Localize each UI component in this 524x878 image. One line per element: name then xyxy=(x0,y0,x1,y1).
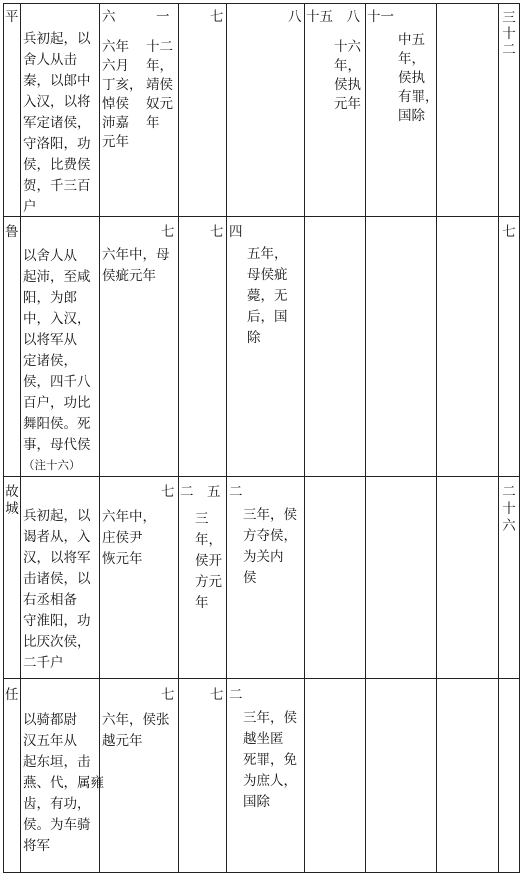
cell-line: 庄侯尹 xyxy=(102,530,143,546)
desc-line: 起沛，至咸 xyxy=(23,269,91,285)
cell-line: 为关内 xyxy=(243,549,284,565)
rank-char: 六 xyxy=(502,518,516,534)
reign-count: 七 xyxy=(210,9,224,25)
cell-line: 年 xyxy=(146,115,160,131)
cell-line: 薨，无 xyxy=(247,288,288,304)
desc-note: （注十六） xyxy=(23,458,81,472)
desc-line: 谒者从，入 xyxy=(23,529,91,545)
reign-count: 二 xyxy=(229,484,243,500)
row-divider xyxy=(3,678,520,679)
desc-line: 以骑都尉 xyxy=(23,712,77,728)
cell-line: 十六 xyxy=(334,39,361,55)
col-divider xyxy=(3,3,4,873)
reign-count: 七 xyxy=(161,687,175,703)
cell-line: 死罪，免 xyxy=(243,752,297,768)
reign-count: 八 xyxy=(288,9,302,25)
reign-count: 二 xyxy=(229,687,243,703)
cell-line: 奴元 xyxy=(146,96,173,112)
cell-line: 有罪， xyxy=(398,89,439,105)
cell-line: 恢元年 xyxy=(102,551,143,567)
cell-line: 国除 xyxy=(398,108,425,124)
reign-count: 七 xyxy=(161,484,175,500)
cell-line: 中五 xyxy=(398,32,425,48)
row-divider xyxy=(3,216,520,217)
desc-line: 秦，以郎中 xyxy=(23,73,91,89)
table-border-top xyxy=(3,3,520,4)
col-divider xyxy=(226,3,227,873)
desc-line: 舍人从击 xyxy=(23,52,77,68)
cell-line: 年 xyxy=(195,595,209,611)
desc-line: 将军 xyxy=(23,838,50,854)
col-divider xyxy=(20,3,21,873)
col-divider xyxy=(436,3,437,873)
cell-line: 元年 xyxy=(102,134,129,150)
cell-line: 年， xyxy=(195,532,222,548)
reign-count: 七 xyxy=(210,224,224,240)
cell-line: 靖侯 xyxy=(146,77,173,93)
table-border-bottom xyxy=(3,872,520,873)
row-name-char: 故 xyxy=(5,484,19,500)
rank-char: 十 xyxy=(502,26,516,42)
desc-line: 定诸侯， xyxy=(23,353,77,369)
desc-line: 舞阳侯。死 xyxy=(23,416,91,432)
cell-line: 年， xyxy=(146,58,173,74)
desc-line: 事，母代侯 xyxy=(23,437,91,453)
reign-count: 七 xyxy=(210,687,224,703)
col-divider xyxy=(304,3,305,873)
row-name: 平 xyxy=(5,9,19,25)
cell-line: 五年， xyxy=(247,246,288,262)
rank-char: 十 xyxy=(502,501,516,517)
reign-count: 四 xyxy=(229,224,243,240)
desc-line: 起东垣，击 xyxy=(23,754,91,770)
cell-line: 十二 xyxy=(146,39,173,55)
cell-line: 六年，侯张 xyxy=(102,712,170,728)
cell-line: 年， xyxy=(334,58,361,74)
cell-line: 丁亥， xyxy=(102,77,143,93)
desc-line: 百户，功比 xyxy=(23,395,91,411)
desc-line: 阳，为郎 xyxy=(23,290,77,306)
rank-char: 七 xyxy=(502,224,516,240)
cell-line: 三年，侯 xyxy=(243,710,297,726)
rank-char: 三 xyxy=(502,10,516,26)
desc-line: 贺，千三百 xyxy=(23,178,91,194)
desc-line: 军定诸侯， xyxy=(23,115,91,131)
cell-line: 方元 xyxy=(195,574,222,590)
desc-line: 入汉，以将 xyxy=(23,94,91,110)
cell-line: 侯疵元年 xyxy=(102,268,156,284)
desc-line: 以将军从 xyxy=(23,332,77,348)
row-divider xyxy=(3,476,520,477)
cell-line: 越坐匿 xyxy=(243,731,284,747)
desc-line: 侯，四千八 xyxy=(23,374,91,390)
col-divider xyxy=(99,3,100,873)
desc-line: 二千户 xyxy=(23,655,64,671)
row-name: 任 xyxy=(5,687,19,703)
desc-line: 守洛阳，功 xyxy=(23,136,91,152)
cell-line: 六年 xyxy=(102,39,129,55)
reign-count: 七 xyxy=(161,224,175,240)
rank-char: 二 xyxy=(502,484,516,500)
cell-line: 后，国 xyxy=(247,309,288,325)
desc-line: 中，入汉， xyxy=(23,311,91,327)
cell-line: 三 xyxy=(195,511,209,527)
cell-line: 侯 xyxy=(243,570,257,586)
cell-line: 除 xyxy=(247,330,261,346)
desc-line: 侯，比费侯 xyxy=(23,157,91,173)
desc-line: 兵初起，以 xyxy=(23,31,91,47)
cell-line: 年， xyxy=(398,51,425,67)
cell-line: 侯执 xyxy=(334,77,361,93)
desc-line: 户 xyxy=(23,199,37,215)
cell-line: 沛嘉 xyxy=(102,115,129,131)
desc-line: 以舍人从 xyxy=(23,248,77,264)
reign-count: 二 五 xyxy=(180,484,221,500)
row-name-char: 城 xyxy=(5,501,19,517)
cell-line: 侯执 xyxy=(398,70,425,86)
cell-line: 母侯疵 xyxy=(247,267,288,283)
cell-line: 三年，侯 xyxy=(243,507,297,523)
desc-line: 击诸侯，以 xyxy=(23,571,91,587)
desc-line: 齿，有功， xyxy=(23,796,91,812)
table-border-right xyxy=(519,3,520,873)
desc-line: 右丞相备 xyxy=(23,592,77,608)
cell-line: 六月 xyxy=(102,58,129,74)
row-name: 鲁 xyxy=(5,224,19,240)
cell-line: 侯开 xyxy=(195,553,222,569)
cell-line: 六年中， xyxy=(102,509,156,525)
cell-line: 元年 xyxy=(334,96,361,112)
cell-line: 六年中，母 xyxy=(102,247,170,263)
col-divider xyxy=(178,3,179,873)
reign-count: 十一 xyxy=(367,9,394,25)
desc-line: 汉五年从 xyxy=(23,733,77,749)
cell-line: 国除 xyxy=(243,794,270,810)
reign-count: 六 一 xyxy=(102,9,170,25)
cell-line: 悼侯 xyxy=(102,96,129,112)
desc-line: 比厌次侯， xyxy=(23,634,91,650)
desc-line: 侯。为车骑 xyxy=(23,817,91,833)
col-divider xyxy=(365,3,366,873)
desc-line: 兵初起，以 xyxy=(23,508,91,524)
col-divider xyxy=(498,3,499,873)
desc-line: 汉，以将军 xyxy=(23,550,91,566)
cell-line: 越元年 xyxy=(102,733,143,749)
desc-line: 燕、代，属雍 xyxy=(23,775,104,791)
cell-line: 为庶人， xyxy=(243,773,297,789)
cell-line: 方夺侯， xyxy=(243,528,297,544)
desc-line: 守淮阳，功 xyxy=(23,613,91,629)
reign-count: 十五 八 xyxy=(306,9,360,25)
rank-char: 二 xyxy=(502,42,516,58)
